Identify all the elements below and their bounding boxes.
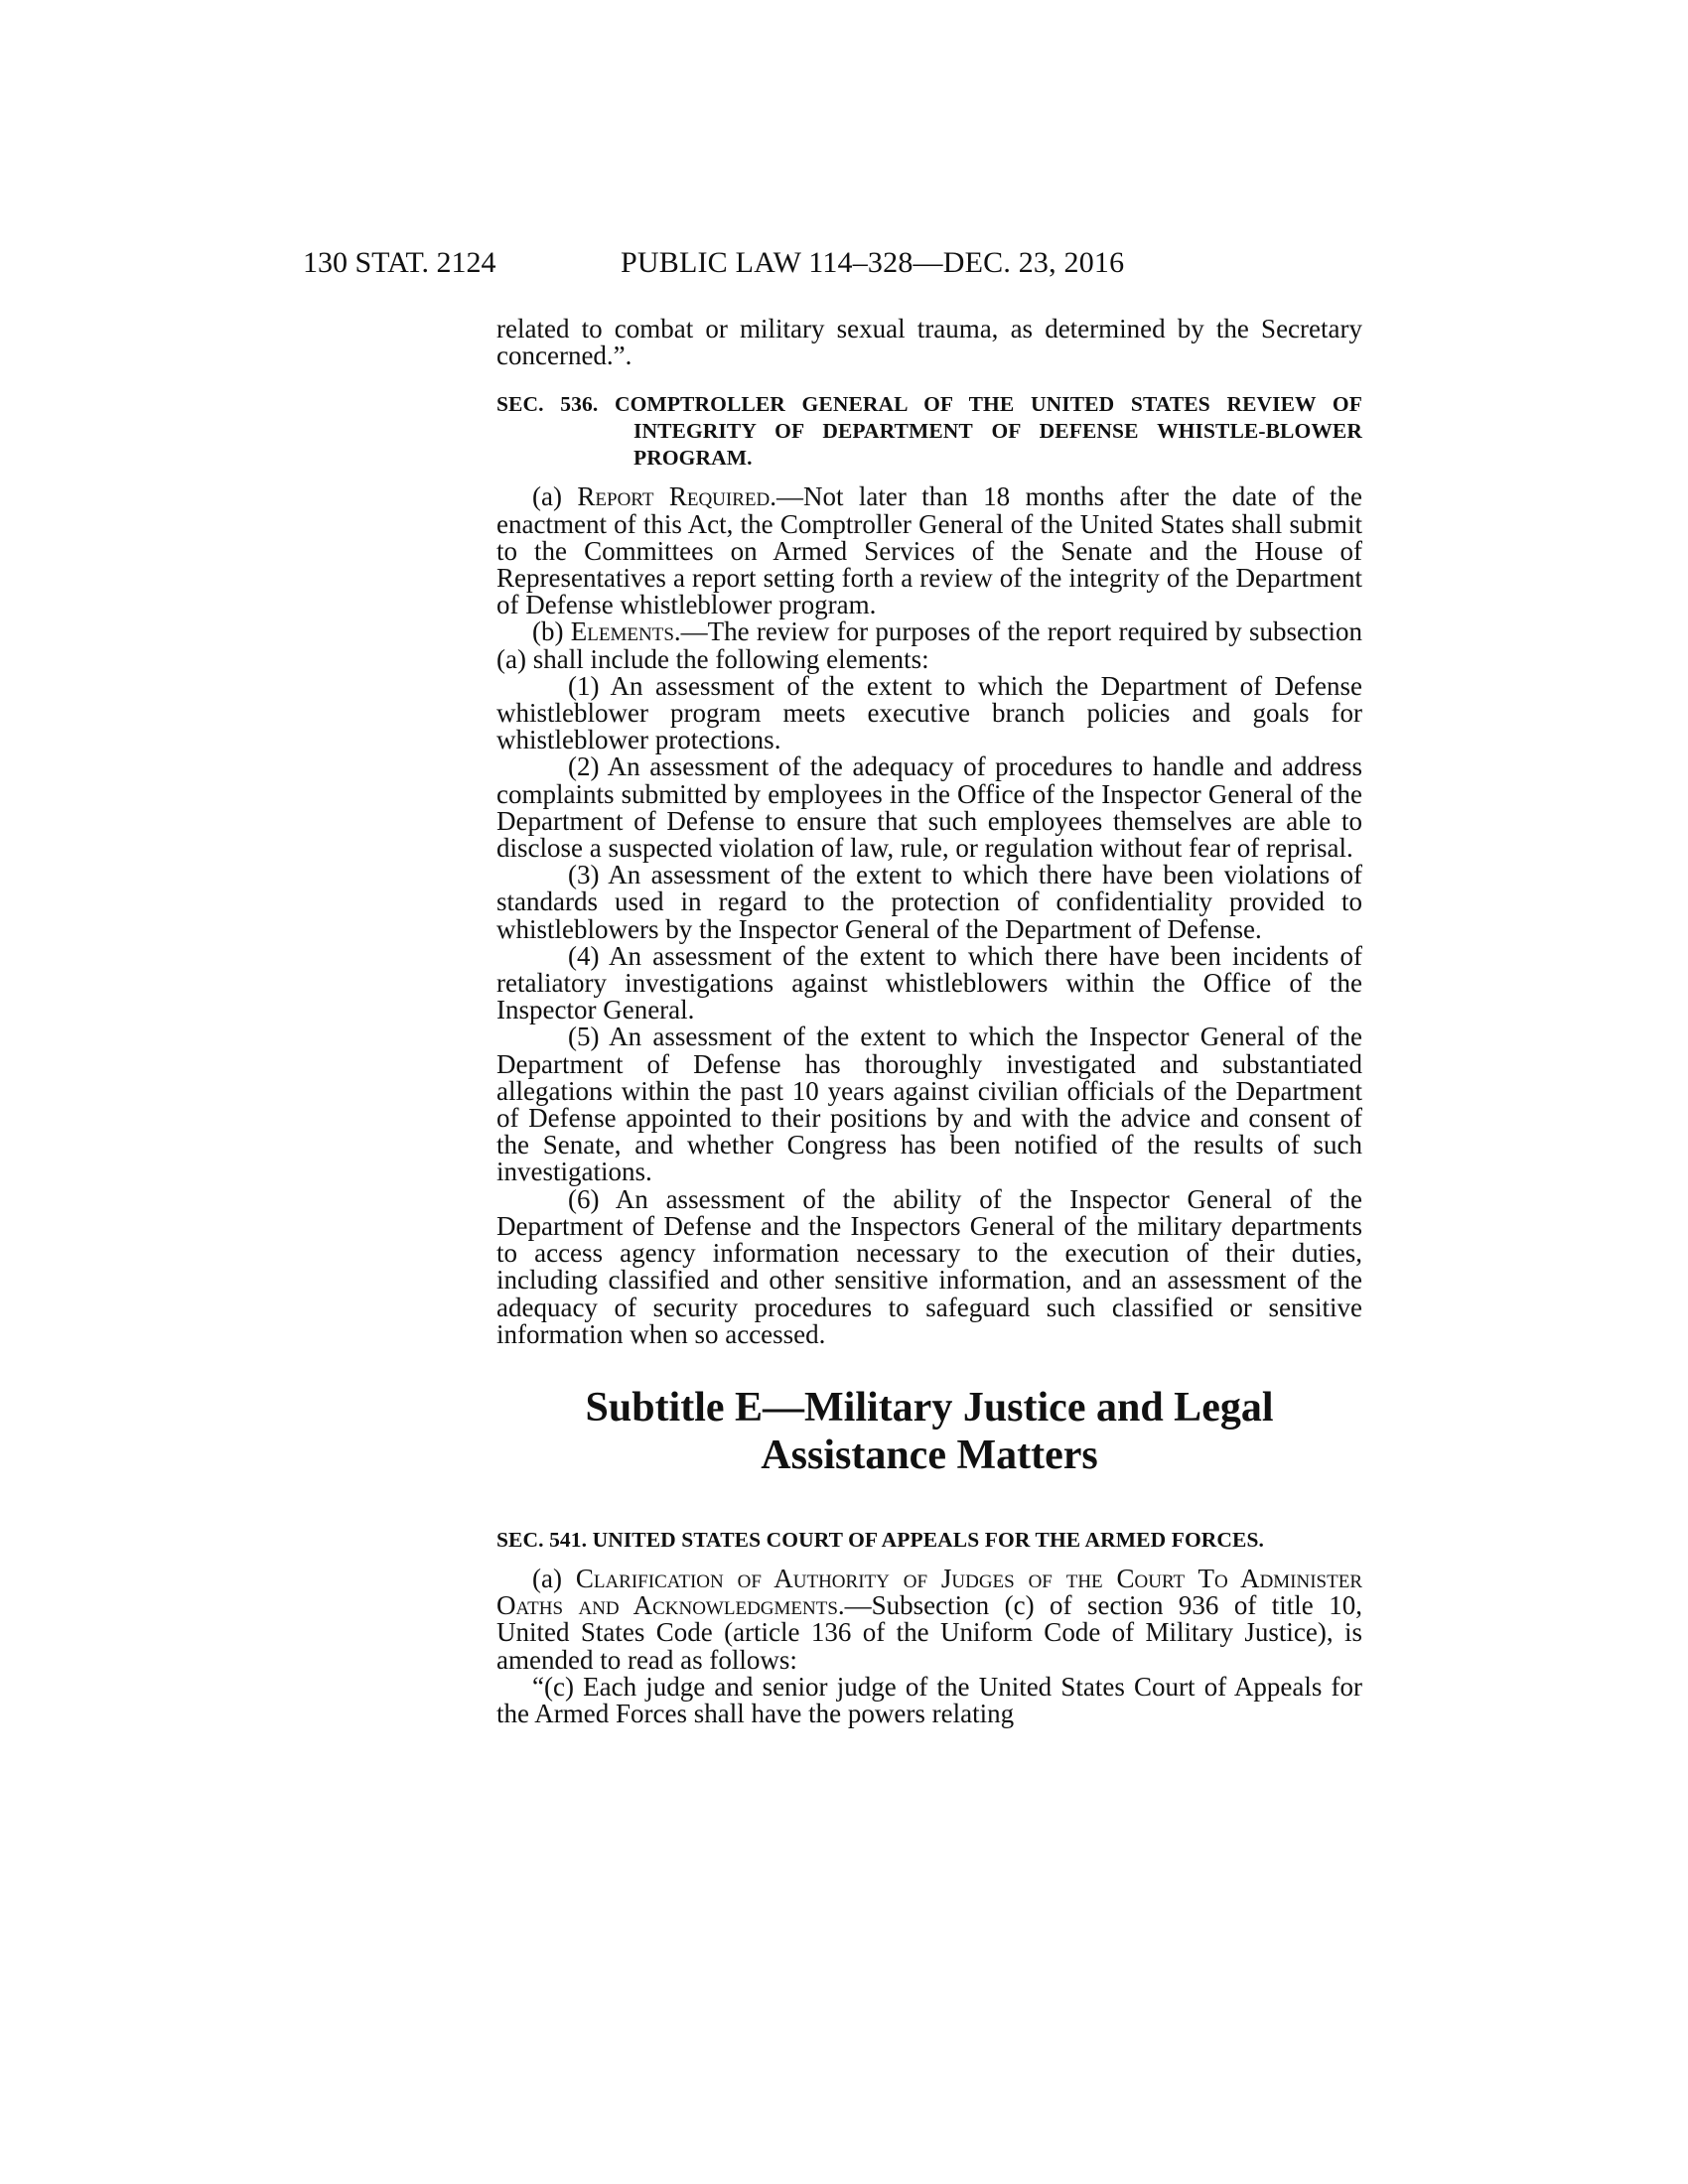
section-536-subsection-b — [496, 618, 1362, 672]
subsection-b-label: (b) — [532, 616, 571, 647]
section-541-subsection-a — [496, 1563, 1363, 1675]
subsection-a-caption: Report Required — [577, 481, 771, 512]
continuation-paragraph: related to combat or military sexual trauma, as determined by the Secretary concerned.”. — [496, 314, 1362, 371]
section-536-subsection-a — [496, 483, 1362, 618]
subtitle-e-heading: Subtitle E—Military Justice and Legal Assistance Matters — [585, 1384, 1274, 1478]
body-text-column — [496, 316, 1362, 1727]
section-541-a-text: .—Subsection (c) of section 936 of title 10, United States Code (article 136 of the Uniform Code of Military Justice), is amended to read as follows: — [496, 1590, 1362, 1675]
section-541-a-label: (a) — [532, 1563, 576, 1593]
element-5: (5) An assessment of the extent to which the Inspector General of the Department of Defense has thoroughly investigated and substantiated allegations within the past 10 years against civilian officials of the Department of Defense appointed to their positions by and with the advice and consent of the Senate, and whether Congress has been notified of the results of such investigations. — [496, 1022, 1362, 1187]
element-6: (6) An assessment of the ability of the Inspector General of the Department of Defense and the Inspectors General of the military departments to access agency information necessary to the execution of their duties, including classified and other sensitive information, and an assessment of the adequacy of security procedures to safeguard such classified or sensitive information when so accessed. — [496, 1183, 1362, 1349]
element-3: (3) An assessment of the extent to which there have been violations of standards used in regard to the protection of confidentiality provided to whistleblowers by the Inspector General of the Department of Defense. — [496, 860, 1362, 944]
stat-reference: 130 STAT. 2124 — [303, 246, 496, 279]
public-law-title: PUBLIC LAW 114–328—DEC. 23, 2016 — [621, 246, 1125, 279]
element-2: (2) An assessment of the adequacy of procedures to handle and address complaints submitted by employees in the Office of the Inspector General of the Department of Defense to ensure that such employees themselves are able to disclose a suspected violation of law, rule, or regulation without fear of reprisal. — [496, 751, 1362, 864]
subsection-a-text: .—Not later than 18 months after the date of the enactment of this Act, the Comptroller General of the United States shall submit to the Committees on Armed Services of the Senate and the House of Representatives a report setting forth a review of the integrity of the Department of Defense whistleblower program. — [496, 481, 1363, 620]
subsection-b-caption: Elements — [570, 616, 674, 647]
element-1: (1) An assessment of the extent to which the Department of Defense whistleblower program meets executive branch policies and goals for whistleblower protections. — [496, 670, 1362, 755]
section-541-a-caption: Clarification of Authority of Judges of the Court To Administer Oaths and Acknowledgments — [496, 1563, 1363, 1621]
section-541-heading: SEC. 541. UNITED STATES COURT OF APPEALS FOR THE ARMED FORCES. — [496, 1527, 1265, 1552]
subsection-b-text: .—The review for purposes of the report required by subsection (a) shall include the following elements: — [496, 616, 1363, 674]
element-4: (4) An assessment of the extent to which there have been incidents of retaliatory investigations against whistleblowers within the Office of the Inspector General. — [496, 940, 1362, 1025]
running-header — [0, 246, 1688, 286]
quoted-subsection-c: “(c) Each judge and senior judge of the United States Court of Appeals for the Armed Forces shall have the powers relating — [496, 1671, 1362, 1728]
section-536-heading: SEC. 536. COMPTROLLER GENERAL OF THE UNITED STATES REVIEW OF INTEGRITY OF DEPARTMENT OF DEFENSE WHISTLE-BLOWER PROGRAM. — [496, 392, 1362, 471]
subsection-a-label: (a) — [532, 481, 578, 512]
